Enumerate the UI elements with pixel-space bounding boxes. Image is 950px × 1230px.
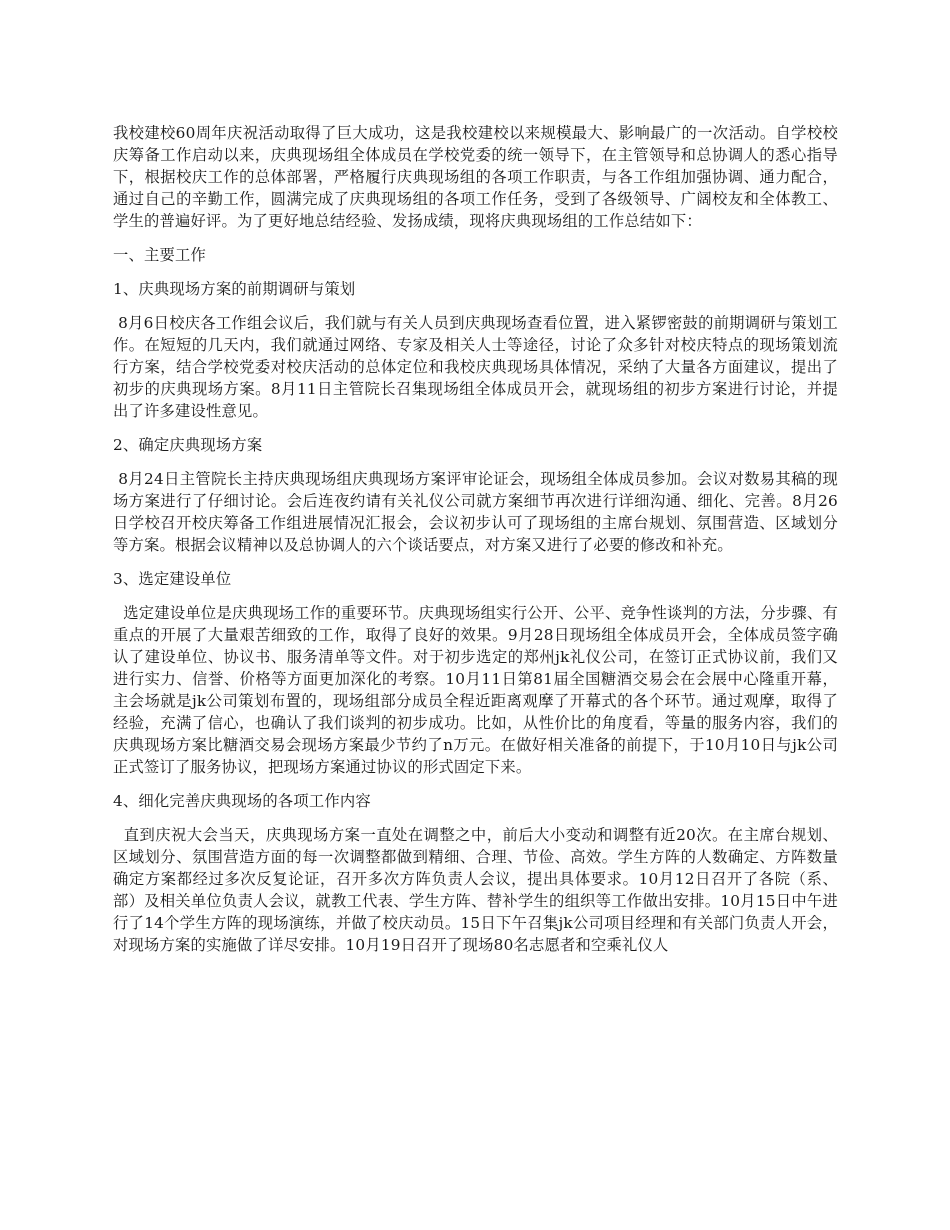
section-heading-2: 2、确定庆典现场方案 [113, 436, 263, 454]
section-heading-4: 4、细化完善庆典现场的各项工作内容 [113, 792, 371, 810]
section-body-3: 选定建设单位是庆典现场工作的重要环节。庆典现场组实行公开、公平、竞争性谈判的方法，分步骤、有重点的开展了大量艰苦细致的工作，取得了良好的效果。9月28日现场组全体成员开会，全体成员签字确认了建设单位、协议书、服务清单等文件。对于初步选定的郑州jk礼仪公司，在签订正式协议前，我们又进行实力、信誉、价格等方面更加深化的考察。10月11日第81届全国糖酒交易会在会展中心隆重开幕，主会场就是jk公司策划布置的，现场组部分成员全程近距离观摩了开幕式的各个环节。通过观摩，取得了经验，充满了信心，也确认了我们谈判的初步成功。比如，从性价比的角度看，等量的服务内容，我们的庆典现场方案比糖酒交易会现场方案最少节约了n万元。在做好相关准备的前提下，于10月10日与jk公司正式签订了服务协议，把现场方案通过协议的形式固定下来。 [113, 604, 839, 776]
section-body-4: 直到庆祝大会当天，庆典现场方案一直处在调整之中，前后大小变动和调整有近20次。在主席台规划、区域划分、氛围营造方面的每一次调整都做到精细、合理、节俭、高效。学生方阵的人数确定、方阵数量确定方案都经过多次反复论证，召开多次方阵负责人会议，提出具体要求。10月12日召开了各院（系、部）及相关单位负责人会议，就教工代表、学生方阵、替补学生的组织等工作做出安排。10月15日中午进行了14个学生方阵的现场演练，并做了校庆动员。15日下午召集jk公司项目经理和有关部门负责人开会，对现场方案的实施做了详尽安排。10月19日召开了现场80名志愿者和空乘礼仪人 [113, 826, 839, 954]
intro-paragraph: 我校建校60周年庆祝活动取得了巨大成功，这是我校建校以来规模最大、影响最广的一次活动。自学校校庆筹备工作启动以来，庆典现场组全体成员在学校党委的统一领导下，在主管领导和总协调人的悉心指导下，根据校庆工作的总体部署，严格履行庆典现场组的各项工作职责，与各工作组加强协调、通力配合，通过自己的辛勤工作，圆满完成了庆典现场组的各项工作任务，受到了各级领导、广阔校友和全体教工、学生的普遍好评。为了更好地总结经验、发扬成绩，现将庆典现场组的工作总结如下： [113, 124, 838, 230]
section-body-1: 8月6日校庆各工作组会议后，我们就与有关人员到庆典现场查看位置，进入紧锣密鼓的前期调研与策划工作。在短短的几天内，我们就通过网络、专家及相关人士等途径，讨论了众多针对校庆特点的现场策划流行方案，结合学校党委对校庆活动的总体定位和我校庆典现场具体情况，采纳了大量各方面建议，提出了初步的庆典现场方案。8月11日主管院长召集现场组全体成员开会，就现场组的初步方案进行讨论，并提出了许多建设性意见。 [113, 314, 838, 420]
section-title-main-work: 一、主要工作 [113, 246, 206, 264]
section-heading-3: 3、选定建设单位 [113, 570, 232, 588]
document-body [113, 122, 838, 968]
section-body-2: 8月24日主管院长主持庆典现场组庆典现场方案评审论证会，现场组全体成员参加。会议对数易其稿的现场方案进行了仔细讨论。会后连夜约请有关礼仪公司就方案细节再次进行详细沟通、细化、完善。8月26日学校召开校庆筹备工作组进展情况汇报会，会议初步认可了现场组的主席台规划、氛围营造、区域划分等方案。根据会议精神以及总协调人的六个谈话要点，对方案又进行了必要的修改和补充。 [113, 470, 838, 554]
section-heading-1: 1、庆典现场方案的前期调研与策划 [113, 280, 356, 298]
